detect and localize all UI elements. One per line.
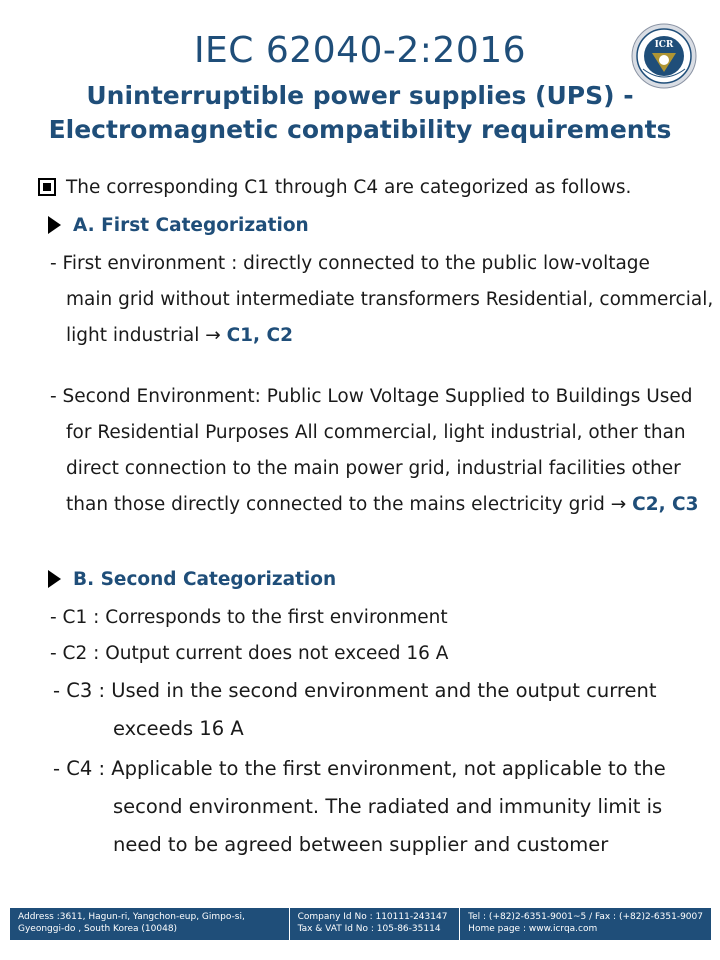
- c3-line1: - C3 : Used in the second environment and the output current: [53, 679, 657, 702]
- square-bullet-icon: [38, 178, 56, 196]
- c4-line1: - C4 : Applicable to the first environment, not applicable to the: [53, 757, 666, 780]
- footer-bar: [10, 908, 711, 940]
- icr-logo: [631, 23, 697, 89]
- second-env-result: C2, C3: [632, 494, 699, 515]
- c4-line2: second environment. The radiated and immunity limit is: [113, 795, 663, 818]
- logo-text: ICR: [654, 40, 674, 50]
- c4-line3: need to be agreed between supplier and customer: [113, 833, 609, 856]
- intro-line: The corresponding C1 through C4 are categorized as follows.: [38, 176, 631, 200]
- page-subtitle-line1: Uninterruptible power supplies (UPS) -: [86, 81, 634, 110]
- c2-line: - C2 : Output current does not exceed 16 A: [50, 643, 449, 664]
- page-title: IEC 62040-2:2016: [193, 30, 527, 71]
- second-env-line4: than those directly connected to the mains electricity grid → C2, C3: [66, 494, 699, 515]
- triangle-bullet-icon: [48, 216, 61, 234]
- first-env-line2: main grid without intermediate transformers Residential, commercial,: [66, 289, 714, 310]
- first-env-line1: - First environment : directly connected to the public low-voltage: [50, 253, 650, 274]
- footer-address: Address :3611, Hagun-ri, Yangchon-eup, Gimpo-si, Gyeonggi-do , South Korea (10048): [18, 912, 245, 934]
- first-env-line3: light industrial → C1, C2: [66, 325, 293, 346]
- page-subtitle-line2: Electromagnetic compatibility requirements: [48, 115, 672, 144]
- footer-contact: Tel : (+82)2-6351-9001~5 / Fax : (+82)2-6351-9007 Home page : www.icrqa.com: [459, 908, 711, 940]
- second-env-line1: - Second Environment: Public Low Voltage Supplied to Buildings Used: [50, 386, 693, 407]
- c3-line2: exceeds 16 A: [113, 717, 244, 740]
- triangle-bullet-icon: [48, 570, 61, 588]
- section-b-heading: B. Second Categorization: [48, 568, 336, 592]
- second-env-line2: for Residential Purposes All commercial, light industrial, other than: [66, 422, 686, 443]
- section-a-heading: A. First Categorization: [48, 214, 309, 238]
- c1-line: - C1 : Corresponds to the first environment: [50, 607, 448, 628]
- first-env-result: C1, C2: [226, 325, 293, 346]
- second-env-line3: direct connection to the main power grid, industrial facilities other: [66, 458, 681, 479]
- footer-company-ids: Company Id No : 110111-243147 Tax & VAT Id No : 105-86-35114: [289, 908, 460, 940]
